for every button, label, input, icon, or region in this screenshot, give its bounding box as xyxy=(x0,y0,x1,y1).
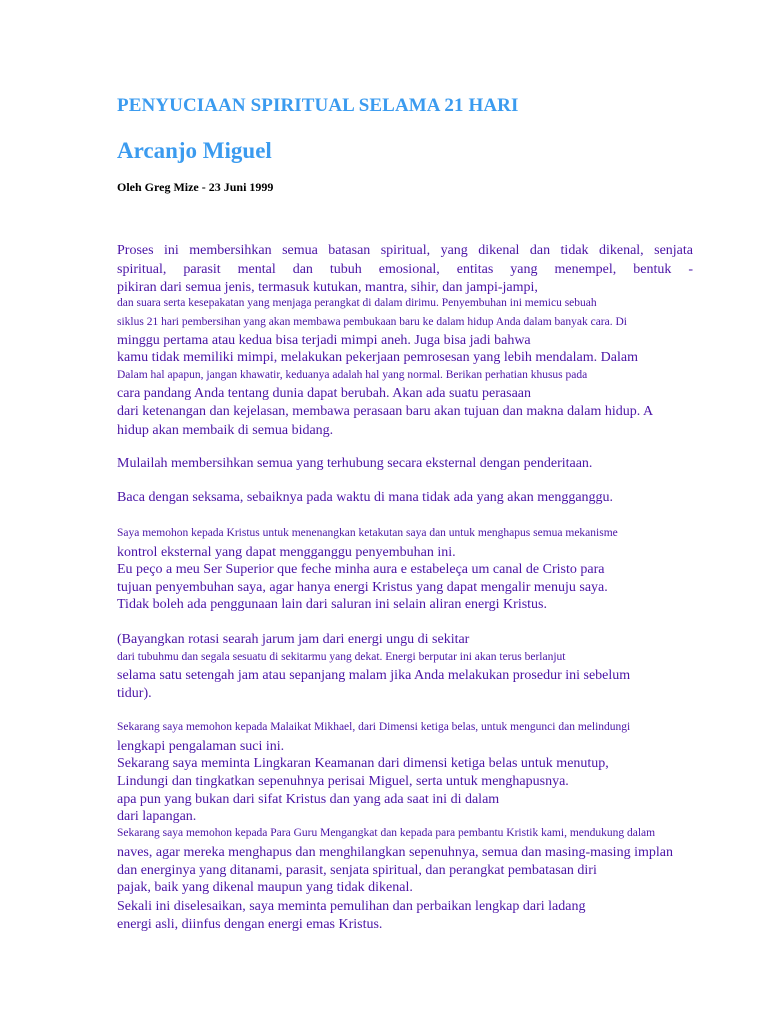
text-line: dari lapangan. xyxy=(117,809,197,824)
text-line: Baca dengan seksama, sebaiknya pada waktu di mana tidak ada yang akan mengganggu. xyxy=(117,490,614,505)
text-line: energi asli, diinfus dengan energi emas Kristus. xyxy=(117,917,383,932)
text-line: Mulailah membersihkan semua yang terhubung secara eksternal dengan penderitaan. xyxy=(117,456,593,471)
text-line: dan energinya yang ditanami, parasit, senjata spiritual, dan perangkat pembatasan diri xyxy=(117,863,597,878)
text-line: Sekarang saya memohon kepada Malaikat Mikhael, dari Dimensi ketiga belas, untuk mengunci dan melindungi xyxy=(117,721,631,733)
document-byline: Oleh Greg Mize - 23 Juni 1999 xyxy=(117,180,274,194)
text-line: dari tubuhmu dan segala sesuatu di sekitarmu yang dekat. Energi berputar ini akan terus berlanjut xyxy=(117,651,566,663)
text-line: lengkapi pengalaman suci ini. xyxy=(117,739,285,754)
text-line: minggu pertama atau kedua bisa terjadi mimpi aneh. Juga bisa jadi bahwa xyxy=(117,333,531,348)
text-line: Saya memohon kepada Kristus untuk menenangkan ketakutan saya dan untuk menghapus semua mekanisme xyxy=(117,527,618,539)
text-line: naves, agar mereka menghapus dan menghilangkan sepenuhnya, semua dan masing-masing implan xyxy=(117,845,673,860)
text-line: Sekarang saya memohon kepada Para Guru Mengangkat dan kepada para pembantu Kristik kami, mendukung dalam xyxy=(117,827,656,839)
text-line: spiritual, parasit mental dan tubuh emosional, entitas yang menempel, bentuk - xyxy=(117,262,693,277)
document-subtitle: Arcanjo Miguel xyxy=(117,138,272,163)
text-line: Proses ini membersihkan semua batasan spiritual, yang dikenal dan tidak dikenal, senjata xyxy=(117,243,693,258)
text-line: Sekarang saya meminta Lingkaran Keamanan dari dimensi ketiga belas untuk menutup, xyxy=(117,756,609,771)
text-line: tidur). xyxy=(117,686,152,701)
text-line: apa pun yang bukan dari sifat Kristus dan yang ada saat ini di dalam xyxy=(117,792,500,807)
text-line: kontrol eksternal yang dapat mengganggu penyembuhan ini. xyxy=(117,545,456,560)
text-line: tujuan penyembuhan saya, agar hanya energi Kristus yang dapat mengalir menuju saya. xyxy=(117,580,608,595)
text-line: Dalam hal apapun, jangan khawatir, keduanya adalah hal yang normal. Berikan perhatian khusus pada xyxy=(117,369,588,381)
document-title: PENYUCIAAN SPIRITUAL SELAMA 21 HARI xyxy=(117,95,519,116)
text-line: dari ketenangan dan kejelasan, membawa perasaan baru akan tujuan dan makna dalam hidup. A xyxy=(117,404,654,419)
text-line: kamu tidak memiliki mimpi, melakukan pekerjaan pemrosesan yang lebih mendalam. Dalam xyxy=(117,350,638,365)
text-line: Eu peço a meu Ser Superior que feche minha aura e estabeleça um canal de Cristo para xyxy=(117,562,605,577)
text-line: Sekali ini diselesaikan, saya meminta pemulihan dan perbaikan lengkap dari ladang xyxy=(117,899,586,914)
text-line: pajak, baik yang dikenal maupun yang tidak dikenal. xyxy=(117,880,413,895)
text-line: Lindungi dan tingkatkan sepenuhnya perisai Miguel, serta untuk menghapusnya. xyxy=(117,774,569,789)
text-line: (Bayangkan rotasi searah jarum jam dari energi ungu di sekitar xyxy=(117,632,470,647)
text-line: hidup akan membaik di semua bidang. xyxy=(117,423,334,438)
text-line: cara pandang Anda tentang dunia dapat berubah. Akan ada suatu perasaan xyxy=(117,386,531,401)
text-line: pikiran dari semua jenis, termasuk kutukan, mantra, sihir, dan jampi-jampi, xyxy=(117,280,538,295)
text-line: siklus 21 hari pembersihan yang akan membawa pembukaan baru ke dalam hidup Anda dalam banyak cara. Di xyxy=(117,316,627,328)
text-line: dan suara serta kesepakatan yang menjaga perangkat di dalam dirimu. Penyembuhan ini memicu sebuah xyxy=(117,297,597,309)
text-line: selama satu setengah jam atau sepanjang malam jika Anda melakukan prosedur ini sebelum xyxy=(117,668,631,683)
text-line: Tidak boleh ada penggunaan lain dari saluran ini selain aliran energi Kristus. xyxy=(117,597,548,612)
